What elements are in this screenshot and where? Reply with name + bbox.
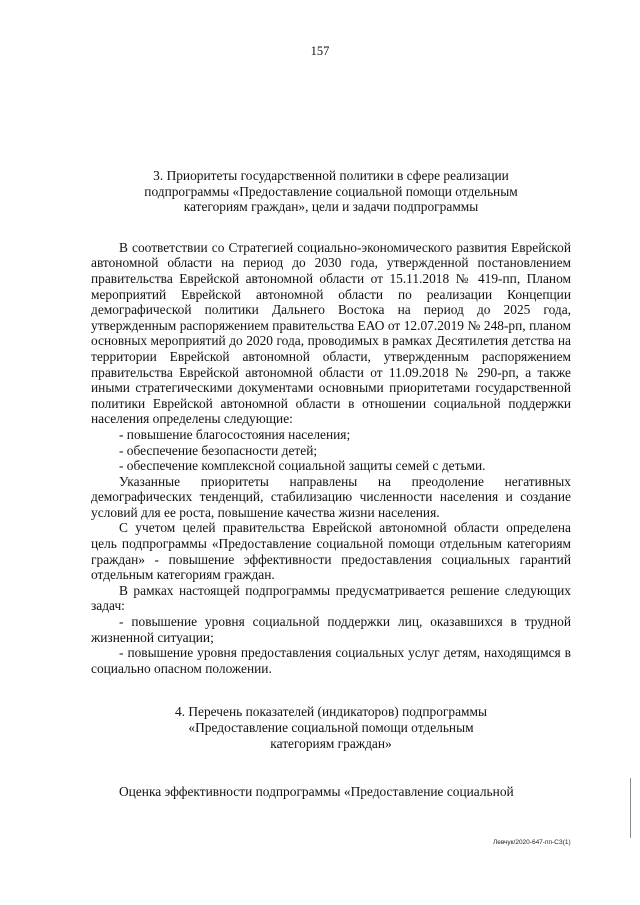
section-3-paragraph: Указанные приоритеты направлены на преодоление негативных демографических тенденций, стабилизацию численности населения и создание условий для ее роста, повышение качества жизни населения. — [91, 473, 571, 520]
heading-line: «Предоставление социальной помощи отдельным — [188, 720, 474, 735]
priority-item: - обеспечение безопасности детей; — [119, 442, 318, 458]
scan-edge-line — [630, 778, 631, 838]
document-body — [91, 168, 571, 800]
task-item: - повышение уровня предоставления социальных услуг детям, находящимся в социально опасном положении. — [91, 645, 571, 676]
section-3-paragraph: В рамках настоящей подпрограммы предусматривается решение следующих задач: — [91, 582, 571, 614]
heading-line: 4. Перечень показателей (индикаторов) подпрограммы — [174, 704, 488, 720]
page-number: 157 — [310, 44, 330, 58]
heading-line: категориям граждан» — [270, 735, 392, 751]
section-3-heading — [91, 168, 571, 215]
heading-line: 3. Приоритеты государственной политики в сфере реализации — [153, 168, 509, 183]
section-3-paragraph: С учетом целей правительства Еврейской автономной области определена цель подпрограммы «Предоставление социальной помощи отдельным категориям граждан» - повышение эффективности предоставления социальных гарантий отдельным категориям граждан. — [91, 520, 571, 583]
heading-line: категориям граждан», цели и задачи подпрограммы — [183, 199, 479, 215]
priority-item: - обеспечение комплексной социальной защиты семей с детьми. — [119, 458, 486, 474]
task-item: - повышение уровня социальной поддержки лиц, оказавшихся в трудной жизненной ситуации; — [91, 614, 571, 645]
section-4-heading — [91, 704, 571, 751]
heading-line: подпрограммы «Предоставление социальной помощи отдельным — [144, 183, 518, 199]
section-3-paragraph: В соответствии со Стратегией социально-экономического развития Еврейской автономной области на период до 2030 года, утвержденной постановлением правительства Еврейской автономной области от 15.11.2018 № 419-пп, Планом мероприятий Еврейской автономной области по реализации Концепции демографической политики Дальнего Востока на период до 2025 года, утвержденным распоряжением правительства ЕАО от 12.07.2019 № 248-рп, планом основных мероприятий до 2020 года, проводимых в рамках Десятилетия детства на территории Еврейской автономной области, утвержденным распоряжением правительства Еврейской автономной области от 11.09.2018 № 290-рп, а также иными стратегическими документами основными приоритетами государственной политики Еврейской автономной области в отношении социальной поддержки населения определены следующие: — [91, 239, 571, 427]
section-4-paragraph: Оценка эффективности подпрограммы «Предоставление социальной — [119, 784, 514, 800]
priority-item: - повышение благосостояния населения; — [119, 426, 351, 442]
document-code: Левчук/2020-647-пп-СЗ(1) — [493, 839, 571, 846]
